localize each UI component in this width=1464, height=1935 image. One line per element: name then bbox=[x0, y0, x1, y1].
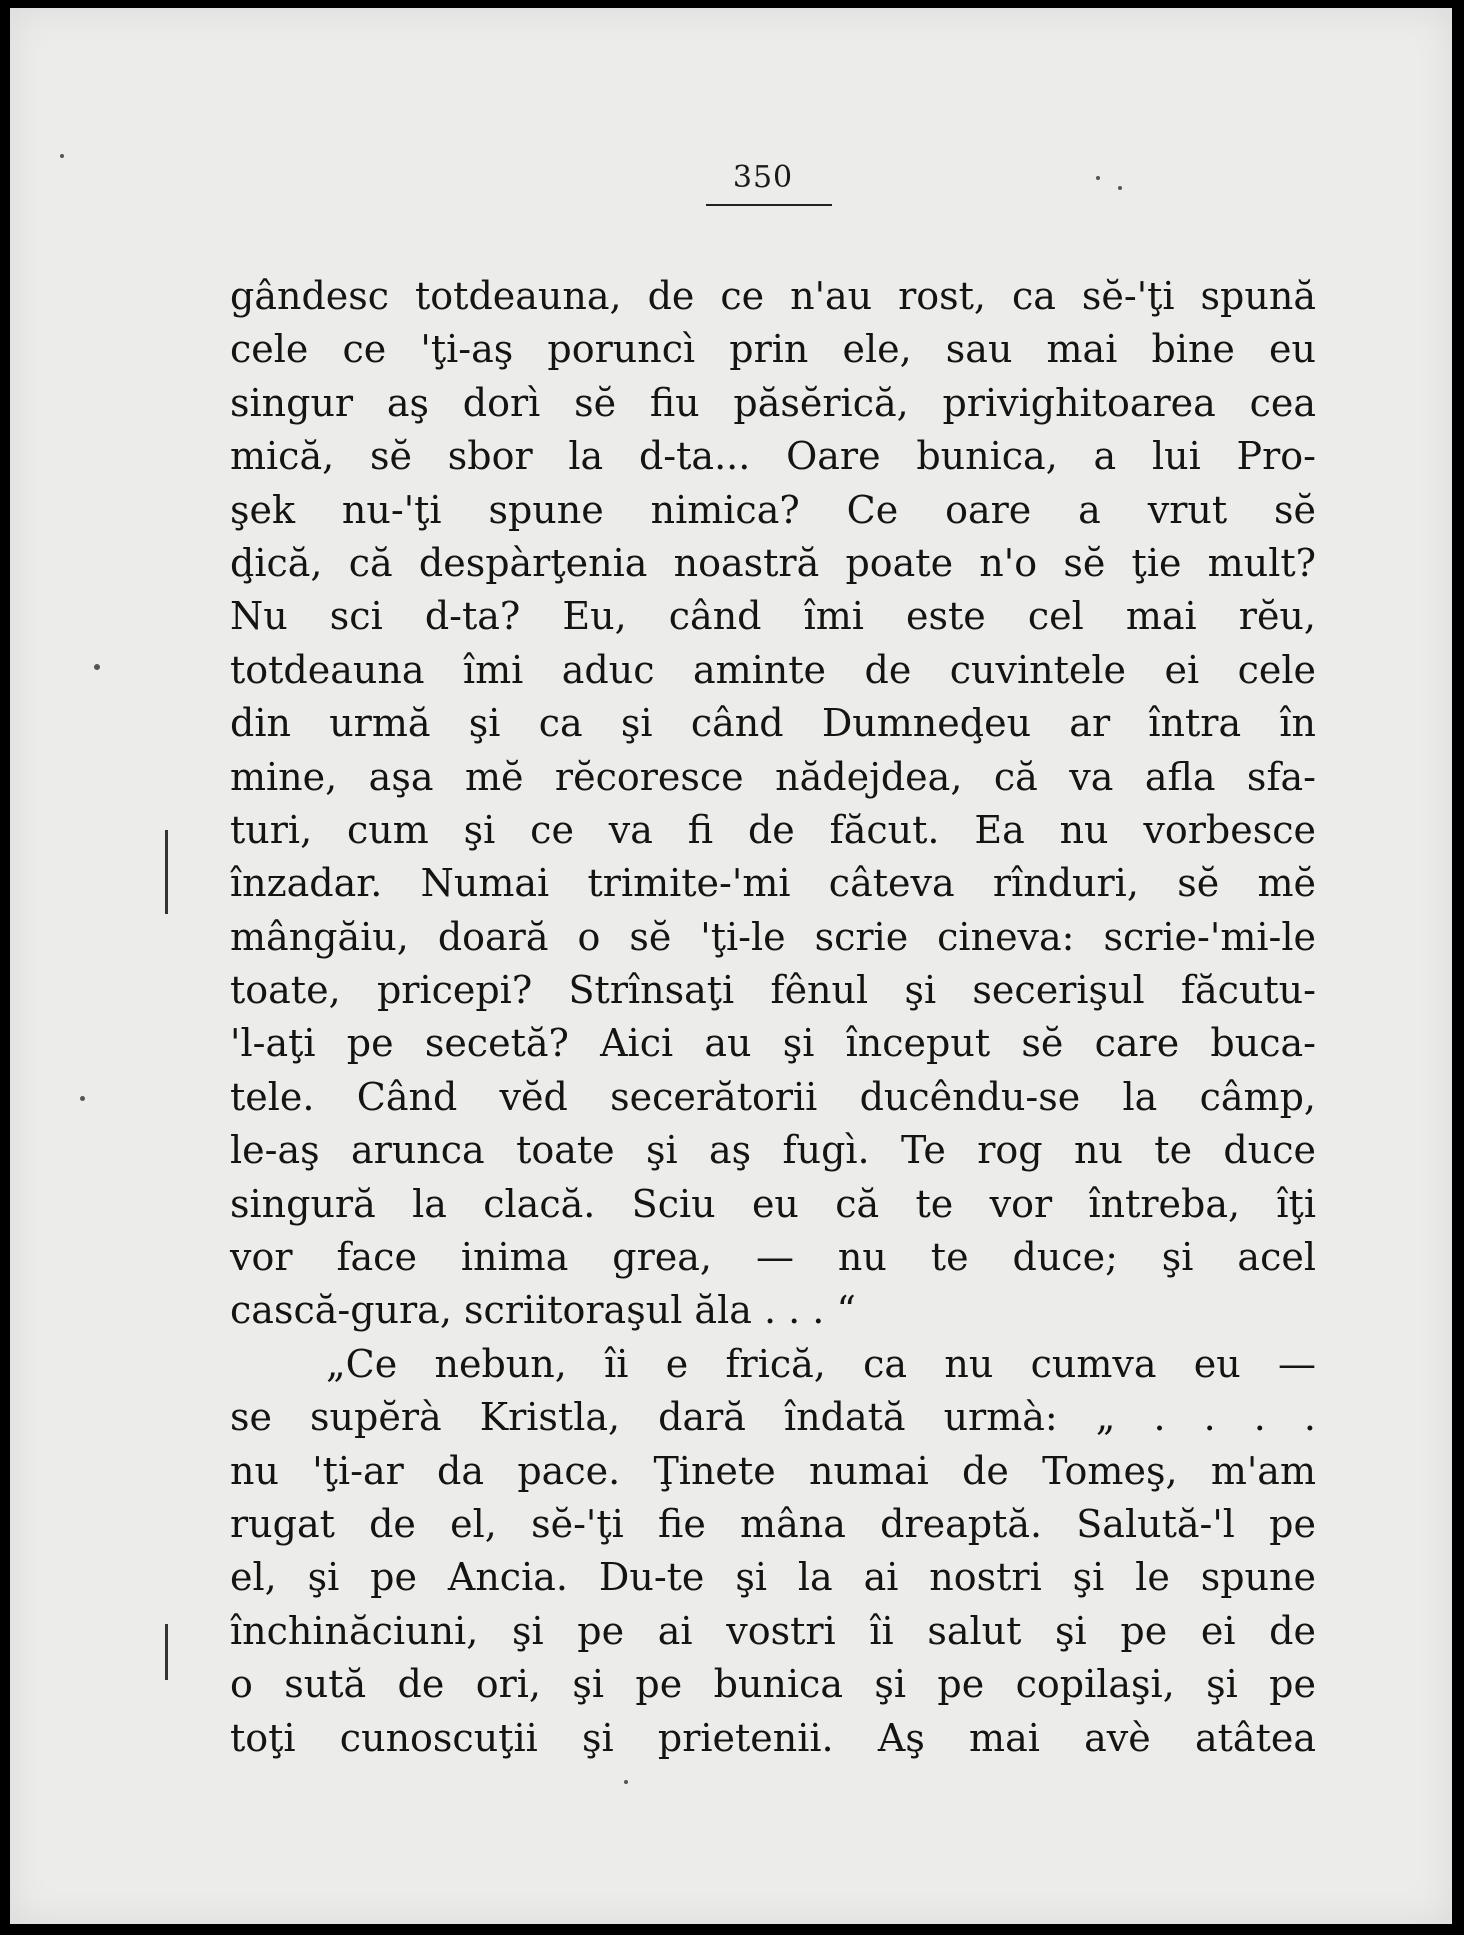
text-line: ḑică, că despàrţenia noastră poate n'o sĕ ţie mult? bbox=[230, 540, 1316, 585]
paper-speck bbox=[1096, 176, 1100, 180]
text-line: se supĕrà Kristla, dară îndată urmà: „ . . . . bbox=[230, 1395, 1316, 1440]
text-line: şek nu-'ţi spune nimica? Ce oare a vrut sĕ bbox=[230, 487, 1316, 532]
text-line: singură la clacă. Sciu eu că te vor întreba, îţi bbox=[230, 1181, 1316, 1226]
text-line: mică, sĕ sbor la d-ta... Oare bunica, a lui Pro- bbox=[230, 434, 1316, 479]
paper-speck bbox=[94, 664, 100, 670]
margin-mark bbox=[165, 830, 168, 914]
text-line: singur aş dorì sĕ fiu păsĕrică, privighitoarea cea bbox=[230, 380, 1316, 425]
page-number-rule bbox=[706, 204, 832, 206]
margin-mark bbox=[165, 1624, 168, 1680]
text-line: le-aş arunca toate şi aş fugì. Te rog nu te duce bbox=[230, 1128, 1316, 1173]
text-line: mine, aşa mĕ rĕcoresce nădejdea, că va afla sfa- bbox=[230, 754, 1316, 799]
text-line: o sută de ori, şi pe bunica şi pe copilaşi, şi pe bbox=[230, 1662, 1316, 1707]
book-page bbox=[10, 8, 1452, 1924]
paper-speck bbox=[80, 1096, 85, 1101]
paper-speck bbox=[624, 1780, 628, 1784]
text-line: „Ce nebun, îi e frică, ca nu cumva eu — bbox=[326, 1341, 1316, 1386]
text-line: toate, pricepi? Strînsaţi fênul şi secerişul făcutu- bbox=[230, 968, 1316, 1013]
text-line: gândesc totdeauna, de ce n'au rost, ca sĕ-'ţi spună bbox=[230, 274, 1316, 318]
paper-speck bbox=[60, 154, 64, 158]
text-line: cască-gura, scriitoraşul ăla . . . “ bbox=[230, 1288, 856, 1333]
text-line: vor face inima grea, — nu te duce; şi acel bbox=[230, 1235, 1316, 1280]
text-line: 'l-aţi pe secetă? Aici au şi început sĕ care buca- bbox=[230, 1021, 1316, 1066]
text-line: nu 'ţi-ar da pace. Ţinete numai de Tomeş, m'am bbox=[230, 1448, 1316, 1493]
text-line: înzadar. Numai trimite-'mi câteva rînduri, sĕ mĕ bbox=[230, 861, 1316, 906]
paper-speck bbox=[1118, 186, 1122, 190]
text-line: totdeauna îmi aduc aminte de cuvintele ei cele bbox=[230, 647, 1316, 692]
text-line: el, şi pe Ancia. Du-te şi la ai nostri şi le spune bbox=[230, 1555, 1316, 1600]
text-line: tele. Când vĕd secerătorii ducêndu-se la câmp, bbox=[230, 1074, 1316, 1119]
text-line: rugat de el, sĕ-'ţi fie mâna dreaptă. Salută-'l pe bbox=[230, 1501, 1316, 1546]
text-line: cele ce 'ţi-aş poruncì prin ele, sau mai bine eu bbox=[230, 327, 1316, 372]
text-line: Nu sci d-ta? Eu, când îmi este cel mai rĕu, bbox=[230, 594, 1316, 639]
text-line: toţi cunoscuţii şi prietenii. Aş mai avè atâtea bbox=[230, 1715, 1316, 1760]
text-line: din urmă şi ca şi când Dumneḑeu ar întra în bbox=[230, 701, 1316, 746]
text-line: turi, cum şi ce va fi de făcut. Ea nu vorbesce bbox=[230, 807, 1316, 852]
body-text bbox=[230, 270, 1316, 1765]
text-line: închinăciuni, şi pe ai vostri îi salut şi pe ei de bbox=[230, 1608, 1316, 1653]
text-line: mângăiu, doară o sĕ 'ţi-le scrie cineva: scrie-'mi-le bbox=[230, 914, 1316, 959]
page-number: 350 bbox=[732, 160, 794, 195]
